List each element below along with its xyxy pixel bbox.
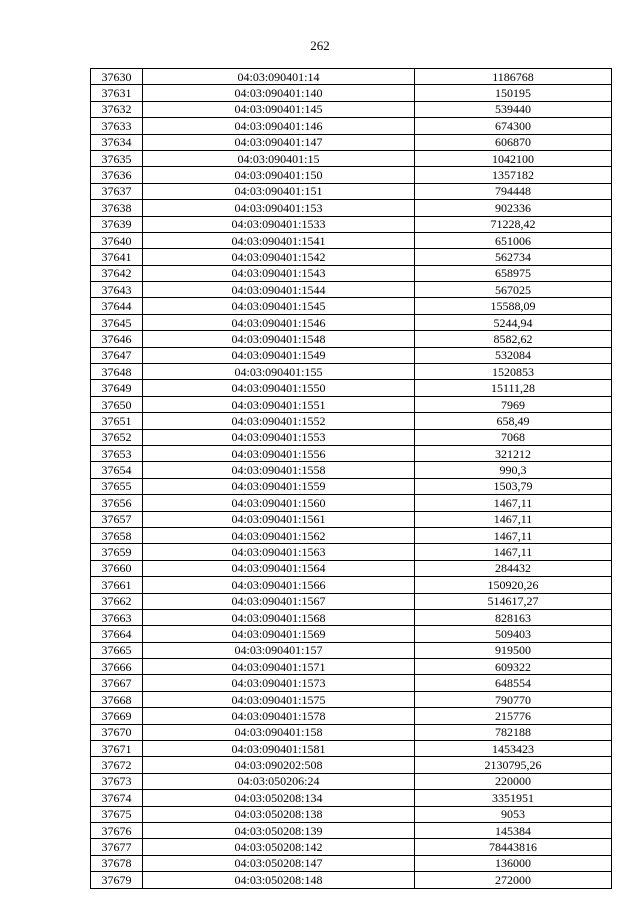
- table-row: [91, 413, 612, 429]
- cadastral-number-cell: 04:03:090401:1542: [143, 249, 415, 265]
- value-cell: 782188: [415, 724, 612, 740]
- cadastral-number-cell: 04:03:090401:1543: [143, 265, 415, 281]
- value-cell: 7969: [415, 396, 612, 412]
- value-cell: 15111,28: [415, 380, 612, 396]
- value-cell: 609322: [415, 659, 612, 675]
- row-number-cell: 37636: [91, 167, 143, 183]
- cadastral-number-cell: 04:03:090401:153: [143, 200, 415, 216]
- value-cell: 794448: [415, 183, 612, 199]
- table-row: [91, 724, 612, 740]
- value-cell: 562734: [415, 249, 612, 265]
- row-number-cell: 37649: [91, 380, 143, 396]
- table-row: [91, 232, 612, 248]
- value-cell: 3351951: [415, 790, 612, 806]
- value-cell: 532084: [415, 347, 612, 363]
- cadastral-number-cell: 04:03:090401:1561: [143, 511, 415, 527]
- value-cell: 606870: [415, 134, 612, 150]
- row-number-cell: 37641: [91, 249, 143, 265]
- table-row: [91, 101, 612, 117]
- row-number-cell: 37674: [91, 790, 143, 806]
- row-number-cell: 37678: [91, 855, 143, 871]
- table-row: [91, 298, 612, 314]
- registry-table-body: [91, 69, 612, 889]
- table-row: [91, 675, 612, 691]
- value-cell: 71228,42: [415, 216, 612, 232]
- value-cell: 8582,62: [415, 331, 612, 347]
- row-number-cell: 37663: [91, 609, 143, 625]
- row-number-cell: 37645: [91, 314, 143, 330]
- cadastral-number-cell: 04:03:090401:1578: [143, 708, 415, 724]
- row-number-cell: 37657: [91, 511, 143, 527]
- table-row: [91, 265, 612, 281]
- value-cell: 220000: [415, 773, 612, 789]
- value-cell: 150920,26: [415, 577, 612, 593]
- table-row: [91, 855, 612, 871]
- cadastral-number-cell: 04:03:090401:1571: [143, 659, 415, 675]
- cadastral-number-cell: 04:03:090401:1552: [143, 413, 415, 429]
- row-number-cell: 37658: [91, 527, 143, 543]
- row-number-cell: 37676: [91, 822, 143, 838]
- table-row: [91, 380, 612, 396]
- value-cell: 790770: [415, 691, 612, 707]
- row-number-cell: 37659: [91, 544, 143, 560]
- value-cell: 1467,11: [415, 527, 612, 543]
- row-number-cell: 37671: [91, 741, 143, 757]
- cadastral-number-cell: 04:03:090401:14: [143, 69, 415, 85]
- value-cell: 1042100: [415, 150, 612, 166]
- row-number-cell: 37672: [91, 757, 143, 773]
- table-row: [91, 642, 612, 658]
- cadastral-number-cell: 04:03:090401:157: [143, 642, 415, 658]
- table-row: [91, 806, 612, 822]
- value-cell: 1467,11: [415, 544, 612, 560]
- row-number-cell: 37665: [91, 642, 143, 658]
- table-row: [91, 822, 612, 838]
- cadastral-number-cell: 04:03:090401:1575: [143, 691, 415, 707]
- value-cell: 658,49: [415, 413, 612, 429]
- cadastral-number-cell: 04:03:090401:1545: [143, 298, 415, 314]
- value-cell: 136000: [415, 855, 612, 871]
- cadastral-number-cell: 04:03:050208:148: [143, 872, 415, 888]
- value-cell: 1186768: [415, 69, 612, 85]
- cadastral-number-cell: 04:03:090401:15: [143, 150, 415, 166]
- row-number-cell: 37673: [91, 773, 143, 789]
- table-row: [91, 741, 612, 757]
- row-number-cell: 37631: [91, 85, 143, 101]
- cadastral-number-cell: 04:03:090401:158: [143, 724, 415, 740]
- row-number-cell: 37675: [91, 806, 143, 822]
- cadastral-number-cell: 04:03:050208:134: [143, 790, 415, 806]
- row-number-cell: 37632: [91, 101, 143, 117]
- row-number-cell: 37640: [91, 232, 143, 248]
- table-row: [91, 560, 612, 576]
- cadastral-number-cell: 04:03:050208:142: [143, 839, 415, 855]
- cadastral-number-cell: 04:03:090401:1568: [143, 609, 415, 625]
- table-row: [91, 511, 612, 527]
- table-row: [91, 773, 612, 789]
- table-row: [91, 659, 612, 675]
- cadastral-number-cell: 04:03:090401:146: [143, 118, 415, 134]
- cadastral-number-cell: 04:03:090401:1548: [143, 331, 415, 347]
- table-row: [91, 445, 612, 461]
- value-cell: 674300: [415, 118, 612, 134]
- cadastral-number-cell: 04:03:090401:1533: [143, 216, 415, 232]
- row-number-cell: 37661: [91, 577, 143, 593]
- value-cell: 902336: [415, 200, 612, 216]
- table-row: [91, 462, 612, 478]
- table-row: [91, 872, 612, 888]
- cadastral-number-cell: 04:03:090401:1562: [143, 527, 415, 543]
- table-row: [91, 478, 612, 494]
- value-cell: 919500: [415, 642, 612, 658]
- table-row: [91, 282, 612, 298]
- cadastral-number-cell: 04:03:090401:1558: [143, 462, 415, 478]
- row-number-cell: 37667: [91, 675, 143, 691]
- row-number-cell: 37653: [91, 445, 143, 461]
- row-number-cell: 37662: [91, 593, 143, 609]
- cadastral-number-cell: 04:03:090202:508: [143, 757, 415, 773]
- cadastral-number-cell: 04:03:090401:1541: [143, 232, 415, 248]
- value-cell: 5244,94: [415, 314, 612, 330]
- table-row: [91, 544, 612, 560]
- value-cell: 509403: [415, 626, 612, 642]
- row-number-cell: 37647: [91, 347, 143, 363]
- row-number-cell: 37642: [91, 265, 143, 281]
- row-number-cell: 37648: [91, 364, 143, 380]
- value-cell: 2130795,26: [415, 757, 612, 773]
- value-cell: 150195: [415, 85, 612, 101]
- registry-table: [90, 68, 612, 889]
- table-row: [91, 839, 612, 855]
- value-cell: 145384: [415, 822, 612, 838]
- row-number-cell: 37635: [91, 150, 143, 166]
- value-cell: 1467,11: [415, 511, 612, 527]
- cadastral-number-cell: 04:03:090401:1564: [143, 560, 415, 576]
- table-row: [91, 216, 612, 232]
- value-cell: 284432: [415, 560, 612, 576]
- cadastral-number-cell: 04:03:090401:150: [143, 167, 415, 183]
- cadastral-number-cell: 04:03:090401:1556: [143, 445, 415, 461]
- table-row: [91, 593, 612, 609]
- row-number-cell: 37679: [91, 872, 143, 888]
- table-row: [91, 134, 612, 150]
- row-number-cell: 37652: [91, 429, 143, 445]
- value-cell: 539440: [415, 101, 612, 117]
- cadastral-number-cell: 04:03:090401:140: [143, 85, 415, 101]
- value-cell: 9053: [415, 806, 612, 822]
- table-row: [91, 609, 612, 625]
- cadastral-number-cell: 04:03:090401:1559: [143, 478, 415, 494]
- row-number-cell: 37646: [91, 331, 143, 347]
- value-cell: 651006: [415, 232, 612, 248]
- cadastral-number-cell: 04:03:090401:1550: [143, 380, 415, 396]
- cadastral-number-cell: 04:03:090401:155: [143, 364, 415, 380]
- row-number-cell: 37677: [91, 839, 143, 855]
- row-number-cell: 37654: [91, 462, 143, 478]
- row-number-cell: 37666: [91, 659, 143, 675]
- value-cell: 215776: [415, 708, 612, 724]
- cadastral-number-cell: 04:03:050208:139: [143, 822, 415, 838]
- value-cell: 1467,11: [415, 495, 612, 511]
- row-number-cell: 37668: [91, 691, 143, 707]
- cadastral-number-cell: 04:03:050208:147: [143, 855, 415, 871]
- table-row: [91, 331, 612, 347]
- value-cell: 1503,79: [415, 478, 612, 494]
- row-number-cell: 37643: [91, 282, 143, 298]
- row-number-cell: 37644: [91, 298, 143, 314]
- value-cell: 567025: [415, 282, 612, 298]
- row-number-cell: 37670: [91, 724, 143, 740]
- page-number: 262: [310, 38, 330, 53]
- row-number-cell: 37651: [91, 413, 143, 429]
- cadastral-number-cell: 04:03:090401:1560: [143, 495, 415, 511]
- cadastral-number-cell: 04:03:090401:1567: [143, 593, 415, 609]
- cadastral-number-cell: 04:03:090401:1563: [143, 544, 415, 560]
- cadastral-number-cell: 04:03:090401:1553: [143, 429, 415, 445]
- cadastral-number-cell: 04:03:090401:145: [143, 101, 415, 117]
- cadastral-number-cell: 04:03:090401:147: [143, 134, 415, 150]
- table-row: [91, 183, 612, 199]
- row-number-cell: 37664: [91, 626, 143, 642]
- row-number-cell: 37638: [91, 200, 143, 216]
- cadastral-number-cell: 04:03:090401:1569: [143, 626, 415, 642]
- table-row: [91, 249, 612, 265]
- table-row: [91, 69, 612, 85]
- table-row: [91, 757, 612, 773]
- table-row: [91, 364, 612, 380]
- table-row: [91, 314, 612, 330]
- table-row: [91, 626, 612, 642]
- value-cell: 828163: [415, 609, 612, 625]
- cadastral-number-cell: 04:03:050208:138: [143, 806, 415, 822]
- table-row: [91, 347, 612, 363]
- cadastral-number-cell: 04:03:090401:1551: [143, 396, 415, 412]
- value-cell: 78443816: [415, 839, 612, 855]
- row-number-cell: 37634: [91, 134, 143, 150]
- value-cell: 1520853: [415, 364, 612, 380]
- cadastral-number-cell: 04:03:090401:1546: [143, 314, 415, 330]
- value-cell: 648554: [415, 675, 612, 691]
- value-cell: 272000: [415, 872, 612, 888]
- table-row: [91, 708, 612, 724]
- value-cell: 990,3: [415, 462, 612, 478]
- cadastral-number-cell: 04:03:090401:1581: [143, 741, 415, 757]
- cadastral-number-cell: 04:03:050206:24: [143, 773, 415, 789]
- table-row: [91, 527, 612, 543]
- row-number-cell: 37655: [91, 478, 143, 494]
- row-number-cell: 37630: [91, 69, 143, 85]
- value-cell: 1453423: [415, 741, 612, 757]
- cadastral-number-cell: 04:03:090401:1573: [143, 675, 415, 691]
- value-cell: 321212: [415, 445, 612, 461]
- cadastral-number-cell: 04:03:090401:151: [143, 183, 415, 199]
- table-row: [91, 495, 612, 511]
- value-cell: 7068: [415, 429, 612, 445]
- cadastral-number-cell: 04:03:090401:1549: [143, 347, 415, 363]
- row-number-cell: 37637: [91, 183, 143, 199]
- cadastral-number-cell: 04:03:090401:1566: [143, 577, 415, 593]
- table-row: [91, 150, 612, 166]
- table-row: [91, 85, 612, 101]
- table-row: [91, 790, 612, 806]
- value-cell: 1357182: [415, 167, 612, 183]
- row-number-cell: 37633: [91, 118, 143, 134]
- table-row: [91, 396, 612, 412]
- row-number-cell: 37650: [91, 396, 143, 412]
- row-number-cell: 37660: [91, 560, 143, 576]
- table-row: [91, 577, 612, 593]
- value-cell: 514617,27: [415, 593, 612, 609]
- cadastral-number-cell: 04:03:090401:1544: [143, 282, 415, 298]
- value-cell: 658975: [415, 265, 612, 281]
- row-number-cell: 37656: [91, 495, 143, 511]
- table-row: [91, 429, 612, 445]
- row-number-cell: 37639: [91, 216, 143, 232]
- table-row: [91, 691, 612, 707]
- table-row: [91, 118, 612, 134]
- value-cell: 15588,09: [415, 298, 612, 314]
- row-number-cell: 37669: [91, 708, 143, 724]
- table-row: [91, 200, 612, 216]
- table-row: [91, 167, 612, 183]
